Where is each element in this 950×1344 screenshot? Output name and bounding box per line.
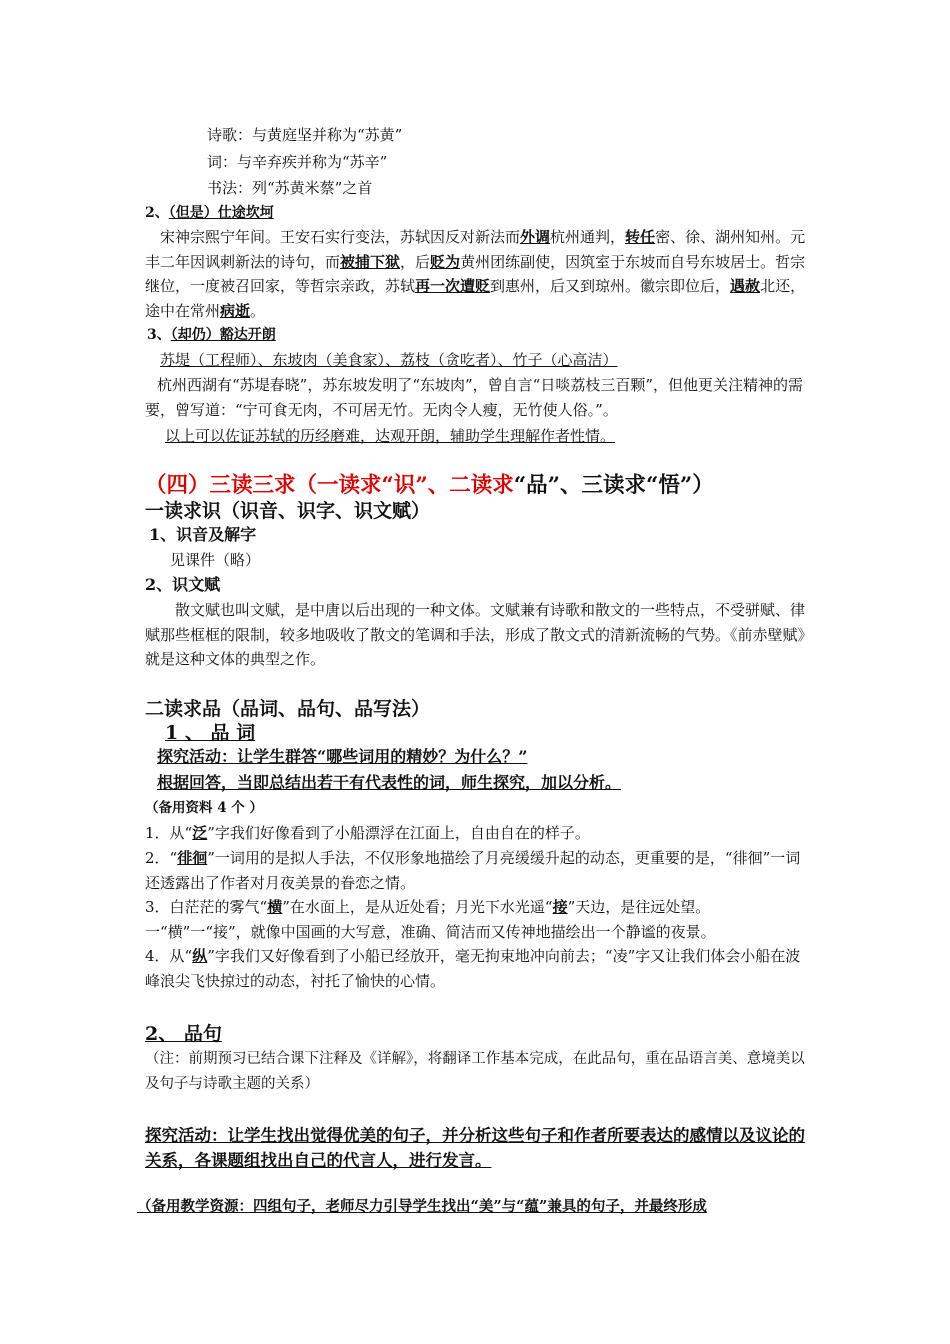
text-span: 宋神宗熙宁年间。王安石实行变法，苏轼因反对新法而 — [160, 228, 521, 246]
section3-summary: 以上可以佐证苏轼的历经磨难，达观开朗，辅助学生理解作者性情。 — [165, 427, 616, 445]
section2-num: 2、 — [145, 205, 169, 221]
read2-title: 二读求品（品词、品句、品写法） — [145, 698, 431, 720]
section2-paragraph — [145, 225, 815, 323]
keyword-zhuanren: 转任 — [625, 228, 656, 246]
list-ci: 词：与辛弃疾并称为“苏辛” — [207, 153, 388, 171]
text-span: 4．从“ — [145, 947, 193, 965]
keyword-heng: 横 — [267, 898, 283, 916]
text-span: 1．从“ — [145, 824, 193, 842]
keyword-bingshi: 病逝 — [220, 301, 251, 320]
text-span: 。 — [250, 301, 266, 320]
text-span: ”一词用的是拟人手法，不仅形象地描绘了月亮缓缓升起的动态，更重要的是，“徘徊”一词还透露出了作者对月夜美景的眷恋之情。 — [145, 849, 801, 892]
text-span: 黄州团练副使，因筑室于东坡而自号东坡居士。哲宗继位，一度被召回家，等哲宗亲政，苏轼 — [145, 252, 806, 295]
word-item-2 — [145, 846, 815, 895]
keyword-zong: 纵 — [192, 947, 208, 965]
list-calligraphy: 书法：列“苏黄米蔡”之首 — [207, 179, 373, 197]
activity1-text: 探究活动：让学生群答“哪些词用的精妙？为什么？” — [157, 747, 528, 766]
resource-note: （备用教学资源：四组句子，老师尽力引导学生找出“美”与“蕴”兼具的句子，并最终形成 — [137, 1198, 707, 1215]
text-span: ”字我们好像看到了小船漂浮在江面上，自由自在的样子。 — [207, 824, 590, 842]
part4-heading-black: “品”、三读求“悟”） — [513, 473, 714, 498]
keyword-paihuai: 徘徊 — [177, 849, 208, 867]
keyword-waidiao: 外调 — [520, 228, 551, 246]
word-item-3 — [145, 895, 815, 944]
item2-title: 2、识文赋 — [145, 575, 221, 594]
text-span: ，后 — [400, 252, 431, 271]
keyword-jie: 接 — [552, 898, 568, 916]
section3-list: 苏堤（工程师）、东坡肉（美食家）、荔枝（贪吃者）、竹子（心高洁） — [160, 351, 618, 369]
backup-label: （备用资料 4 个 ） — [145, 800, 263, 816]
text-span: 2．“ — [145, 849, 178, 867]
text-span: 密、徐、湖州知州。元丰二年因讽刺新法的诗句，而 — [145, 228, 806, 271]
text-span: 3．白茫茫的雾气“ — [145, 898, 268, 916]
keyword-beibuxiayu: 被捕下狱 — [340, 252, 401, 271]
answer1 — [145, 772, 621, 794]
read2-note: （注：前期预习已结合课下注释及《详解》，将翻译工作基本完成，在此品句，重在品语言美、意境美以及句子与诗歌主题的关系） — [145, 1051, 805, 1092]
read1-title: 一读求识（识音、识字、识文赋） — [145, 500, 431, 522]
read2-sub2: 2、 品句 — [145, 1023, 222, 1045]
keyword-zaiyici: 再一次遭贬 — [415, 277, 491, 295]
section3-paragraph: 杭州西湖有“苏堤春晓”，苏东坡发明了“东坡肉”，曾自言“日啖荔枝三百颗”，但他更关注精神的需要，曾写道：“宁可食无肉，不可居无竹。无肉令人瘦，无竹使人俗。”。 — [145, 376, 804, 419]
list-poetry: 诗歌：与黄庭坚并称为“苏黄” — [207, 126, 403, 144]
text-span: 杭州通判， — [550, 228, 626, 246]
read2-sub1: 1 、 品 词 — [165, 722, 256, 744]
section3-num: 3、 — [147, 327, 171, 343]
text-span: ”在水面上，是从近处看；月光下水光遥“ — [282, 898, 553, 916]
activity2: 探究活动：让学生找出觉得优美的句子，并分析这些句子和作者所要表达的感情以及议论的关系，各课题组找出自己的代言人，进行发言。 — [145, 1126, 805, 1170]
word-item-1 — [145, 821, 815, 846]
keyword-bianwei: 贬为 — [430, 252, 461, 271]
answer1-text: 根据回答，当即总结出若干有代表性的词，师生探究，加以分析。 — [157, 773, 622, 792]
section2-heading — [145, 202, 274, 224]
item1-title: 1、识音及解字 — [149, 525, 257, 544]
text-span: ”字我们又好像看到了小船已经放开，毫无拘束地冲向前去；“凌”字又让我们体会小船在波峰浪尖飞快掠过的动态，衬托了愉快的心情。 — [145, 947, 801, 990]
item1-body: 见课件（略） — [170, 551, 261, 569]
section3-heading — [147, 324, 276, 346]
part4-heading-red: （四）三读三求（一读求“识”、二读求 — [145, 473, 514, 498]
text-span: 到惠州，后又到琼州。徽宗即位后， — [490, 277, 731, 295]
text-span: ”天边，是往远处望。一“横”一“接”，就像中国画的大写意，准确、简洁而又传神地描绘出一个静谧的夜景。 — [145, 898, 716, 941]
keyword-yushe: 遇赦 — [730, 277, 761, 295]
section3-title: （却仍）豁达开朗 — [170, 327, 276, 343]
item2-body: 散文赋也叫文赋，是中唐以后出现的一种文体。文赋兼有诗歌和散文的一些特点，不受骈赋、律赋那些框框的限制，较多地吸收了散文的笔调和手法，形成了散文式的清新流畅的气势。《前赤壁赋》就是这种文体的典型之作。 — [145, 601, 813, 668]
part4-heading — [145, 472, 714, 500]
text-span: 北还，途中在常州 — [145, 277, 806, 320]
word-item-4 — [145, 944, 815, 993]
activity1 — [145, 746, 527, 768]
section2-title: （但是）仕途坎坷 — [168, 205, 274, 221]
keyword-fan: 泛 — [192, 824, 208, 842]
